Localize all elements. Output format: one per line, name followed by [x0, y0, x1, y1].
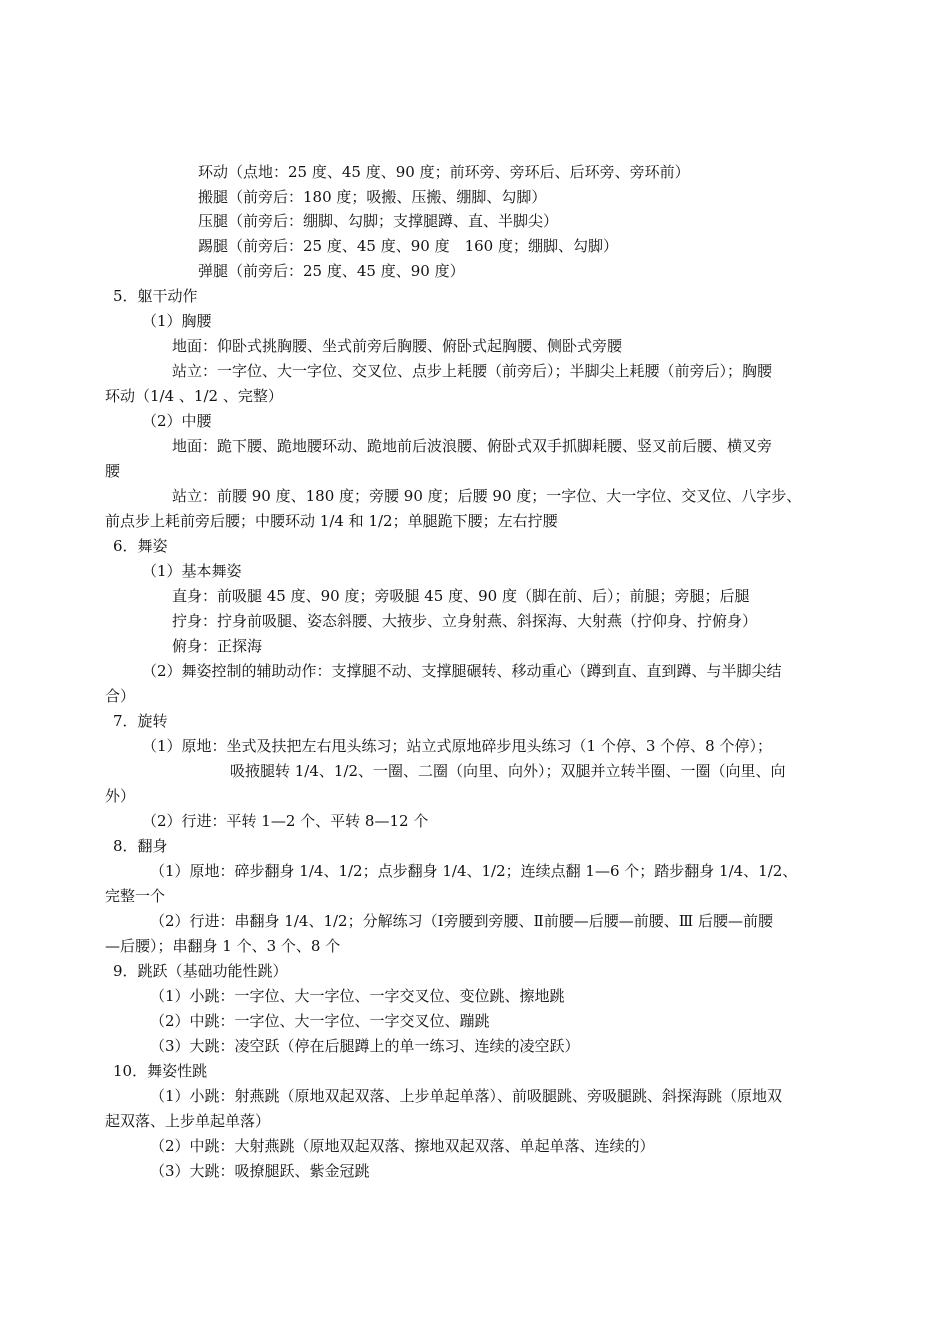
text-line: 压腿（前旁后：绷脚、勾脚；支撑腿蹲、直、半脚尖） [198, 212, 559, 230]
section-heading: 10．舞姿性跳 [113, 1062, 208, 1080]
text-line: 起双落、上步单起单落） [105, 1112, 271, 1130]
text-line: （2）舞姿控制的辅助动作：支撑腿不动、支撑腿碾转、移动重心（蹲到直、直到蹲、与半脚尖结 [142, 662, 782, 680]
text-line: 环动（1/4 、1/2 、完整） [105, 387, 283, 405]
text-line: （3）大跳：凌空跃（停在后腿蹲上的单一练习、连续的凌空跃） [150, 1037, 580, 1055]
text-line: 合） [105, 687, 136, 705]
text-line: （1）原地：碎步翻身 1/4、1/2；点步翻身 1/4、1/2；连续点翻 1—6 个；踏步翻身 1/4、1/2、 [150, 862, 798, 880]
section-heading: 8．翻身 [113, 837, 168, 855]
text-line: 腰 [105, 462, 121, 480]
subsection-heading: （2）中腰 [142, 412, 212, 430]
section-heading: 6．舞姿 [113, 537, 168, 555]
text-line: （1）小跳：一字位、大一字位、一字交叉位、变位跳、擦地跳 [150, 987, 565, 1005]
text-line: （2）行进：平转 1—2 个、平转 8—12 个 [142, 812, 429, 830]
section-heading: 9．跳跃（基础功能性跳） [113, 962, 288, 980]
section-heading: 5．躯干动作 [113, 287, 198, 305]
text-line: 搬腿（前旁后：180 度；吸搬、压搬、绷脚、勾脚） [198, 188, 547, 206]
text-line: （3）大跳：吸撩腿跃、紫金冠跳 [150, 1162, 370, 1180]
text-line: （1）原地：坐式及扶把左右甩头练习；站立式原地碎步甩头练习（1 个停、3 个停、8 个停）； [142, 737, 772, 755]
text-line: 外） [105, 787, 136, 805]
text-line: 拧身：拧身前吸腿、姿态斜腰、大掖步、立身射燕、斜探海、大射燕（拧仰身、拧俯身） [172, 612, 758, 630]
subsection-heading: （1）基本舞姿 [142, 562, 242, 580]
text-line: —后腰）；串翻身 1 个、3 个、8 个 [105, 937, 341, 955]
text-line: （2）行进：串翻身 1/4、1/2；分解练习（Ⅰ旁腰到旁腰、Ⅱ前腰—后腰—前腰、Ⅲ 后腰—前腰 [150, 912, 773, 930]
text-line: 地面：仰卧式挑胸腰、坐式前旁后胸腰、俯卧式起胸腰、侧卧式旁腰 [172, 337, 623, 355]
text-line: 踢腿（前旁后：25 度、45 度、90 度 160 度；绷脚、勾脚） [198, 237, 618, 255]
text-line: 俯身：正探海 [172, 637, 263, 655]
subsection-heading: （1）胸腰 [142, 312, 212, 330]
text-line: 完整一个 [105, 887, 166, 905]
text-line: 站立：一字位、大一字位、交叉位、点步上耗腰（前旁后）；半脚尖上耗腰（前旁后）；胸腰 [172, 362, 773, 380]
text-line: 站立：前腰 90 度、180 度；旁腰 90 度；后腰 90 度；一字位、大一字位、交叉位、八字步、 [172, 487, 802, 505]
text-line: 直身：前吸腿 45 度、90 度；旁吸腿 45 度、90 度（脚在前、后）；前腿；旁腿；后腿 [172, 587, 750, 605]
text-line: 地面：跪下腰、跪地腰环动、跪地前后波浪腰、俯卧式双手抓脚耗腰、竖叉前后腰、横叉旁 [172, 437, 773, 455]
text-line: （2）中跳：一字位、大一字位、一字交叉位、蹦跳 [150, 1012, 490, 1030]
text-line: 吸掖腿转 1/4、1/2、一圈、二圈（向里、向外）；双腿并立转半圈、一圈（向里、向 [230, 762, 786, 780]
text-line: 前点步上耗前旁后腰；中腰环动 1/4 和 1/2；单腿跪下腰；左右拧腰 [105, 512, 558, 530]
text-line: 环动（点地：25 度、45 度、90 度；前环旁、旁环后、后环旁、旁环前） [198, 163, 690, 181]
text-line: 弹腿（前旁后：25 度、45 度、90 度） [198, 262, 465, 280]
text-line: （2）中跳：大射燕跳（原地双起双落、擦地双起双落、单起单落、连续的） [150, 1137, 655, 1155]
text-line: （1）小跳：射燕跳（原地双起双落、上步单起单落）、前吸腿跳、旁吸腿跳、斜探海跳（原地双 [150, 1087, 783, 1105]
section-heading: 7．旋转 [113, 712, 168, 730]
